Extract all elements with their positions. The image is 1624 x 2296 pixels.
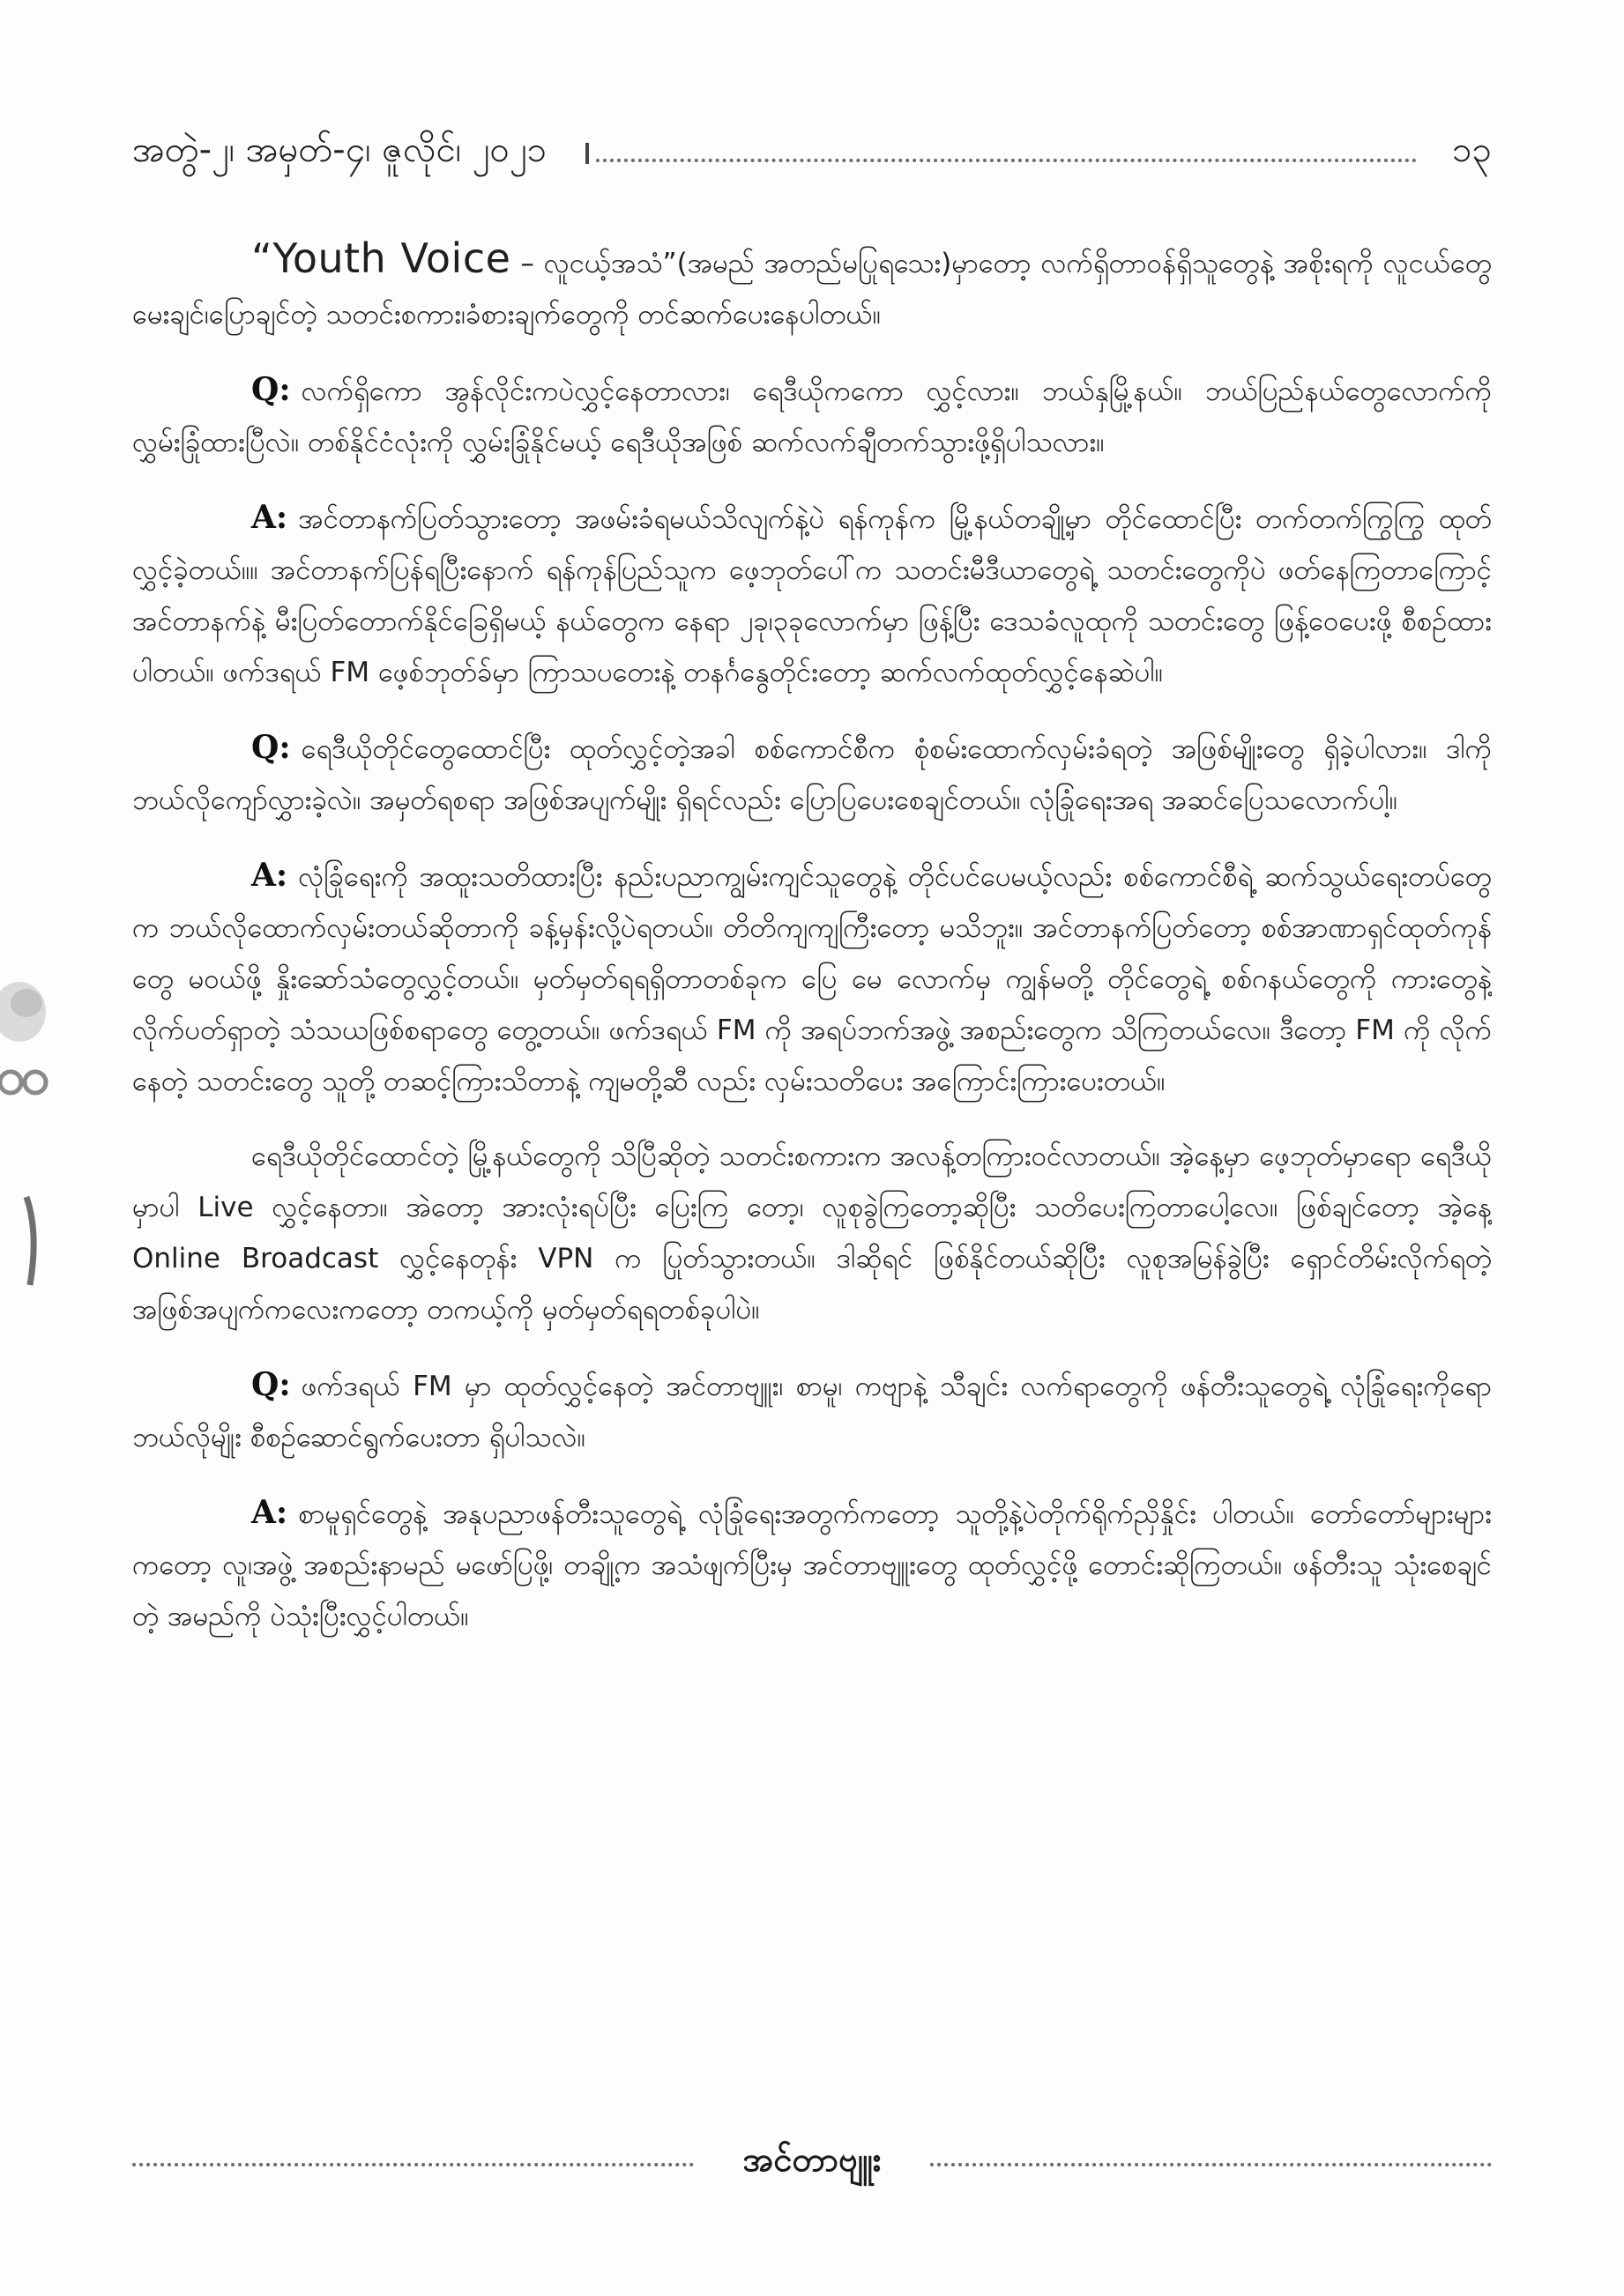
- question-text: ဖက်ဒရယ် FM မှာ ထုတ်လွှင့်နေတဲ့ အင်တာဗျူး၊ စာမူ၊ ကဗျာနဲ့ သီချင်း လက်ရာတွေကို ဖန်တီးသူတွေရဲ့ လုံခြုံရေးကိုရော ဘယ်လိုမျိုး စီစဉ်ဆောင်ရွက်ပေးတာ ရှိပါသလဲ။: [132, 1371, 1492, 1453]
- answer-continued-paragraph: [132, 1131, 1492, 1335]
- question-label: Q:: [251, 371, 291, 408]
- question-text: ရေဒီယိုတိုင်တွေထောင်ပြီး ထုတ်လွှင့်တဲ့အခါ စစ်ကောင်စီက စုံစမ်းထောက်လှမ်းခံရတဲ့ အဖြစ်မျိုးတွေ ရှိခဲ့ပါလား။ ဒါကို ဘယ်လိုကျော်လွှားခဲ့လဲ။ အမှတ်ရစရာ အဖြစ်အပျက်မျိုး ရှိရင်လည်း ပြောပြပေးစေချင်တယ်။ လုံခြုံရေးအရ အဆင်ပြေသလောက်ပါ့။: [132, 733, 1492, 816]
- answer-label: A:: [251, 1494, 288, 1531]
- intro-text: – လူငယ့်အသံ”(အမည် အတည်မပြုရသေး)မှာတော့ လက်ရှိတာဝန်ရှိသူတွေနဲ့ အစိုးရကို လူငယ်တွေ မေးချင်၊ပြောချင်တဲ့ သတင်းစကား၊ခံစားချက်တွေကို တင်ဆက်ပေးနေပါတယ်။: [132, 248, 1492, 331]
- question-text: လက်ရှိကော အွန်လိုင်းကပဲလွှင့်နေတာလား၊ ရေဒီယိုကကော လွှင့်လား။ ဘယ်နှမြို့နယ်။ ဘယ်ပြည်နယ်တွေလောက်ကို လွှမ်းခြုံထားပြီလဲ။ တစ်နိုင်ငံလုံးကို လွှမ်းခြုံနိုင်မယ့် ရေဒီယိုအဖြစ် ဆက်လက်ချီတက်သွားဖို့ရှိပါသလား။: [132, 375, 1492, 458]
- header-tick-mark: [585, 143, 589, 164]
- answer-continued-text: ရေဒီယိုတိုင်ထောင်တဲ့ မြို့နယ်တွေကို သိပြီဆိုတဲ့ သတင်းစကားက အလန့်တကြားဝင်လာတယ်။ အဲ့နေ့မှာ ဖေ့ဘုတ်မှာရော ရေဒီယိုမှာပါ Live လွှင့်နေတာ။ အဲတော့ အားလုံးရပ်ပြီး ပြေးကြ တော့၊ လူစုခွဲကြတော့ဆိုပြီး သတိပေးကြတာပေါ့လေ။ ဖြစ်ချင်တော့ အဲ့နေ့ Online Broadcast လွှင့်နေတုန်း VPN က ပြုတ်သွားတယ်။ ဒါဆိုရင် ဖြစ်နိုင်တယ်ဆိုပြီး လူစုအမြန်ခွဲပြီး ရှောင်တိမ်းလိုက်ရတဲ့ အဖြစ်အပျက်ကလေးကတော့ တကယ့်ကို မှတ်မှတ်ရရတစ်ခုပါပဲ။: [132, 1141, 1492, 1326]
- footer-dotted-leader-right: [930, 2163, 1492, 2166]
- question-label: Q:: [251, 729, 291, 766]
- answer-paragraph: [132, 492, 1492, 698]
- answer-paragraph: [132, 850, 1492, 1107]
- answer-paragraph: [132, 1487, 1492, 1642]
- issue-info: အတွဲ-၂၊ အမှတ်-၄၊ ဇူလိုင်၊ ၂၀၂၁: [132, 130, 548, 170]
- page-number: ၁၃: [1452, 130, 1492, 170]
- footer-dotted-leader-left: [132, 2163, 694, 2166]
- intro-lead: “Youth Voice: [251, 234, 511, 282]
- intro-paragraph: [132, 233, 1492, 340]
- question-paragraph: [132, 364, 1492, 468]
- answer-text: အင်တာနက်ပြတ်သွားတော့ အဖမ်းခံရမယ်သိလျက်နဲ့ပဲ ရန်ကုန်က မြို့နယ်တချို့မှာ တိုင်ထောင်ပြီး တက်တက်ကြွကြွ ထုတ်လွှင့်ခဲ့တယ်။။ အင်တာနက်ပြန်ရပြီးနောက် ရန်ကုန်ပြည်သူက ဖေ့ဘုတ်ပေါ်က သတင်းမီဒီယာတွေရဲ့ သတင်းတွေကိုပဲ ဖတ်နေကြတာကြောင့် အင်တာနက်နဲ့ မီးပြတ်တောက်နိုင်ခြေရှိမယ့် နယ်တွေက နေရာ ၂ခု၊၃ခုလောက်မှာ ဖြန့်ပြီး ဒေသခံလူထုကို သတင်းတွေ ဖြန့်ဝေပေးဖို့ စီစဉ်ထားပါတယ်။ ဖက်ဒရယ် FM ဖေ့စ်ဘုတ်ခ်မှာ ကြာသပတေးနဲ့ တနင်္ဂနွေတိုင်းတော့ ဆက်လက်ထုတ်လွှင့်နေဆဲပါ။: [132, 503, 1492, 688]
- answer-text: စာမူရှင်တွေနဲ့ အနုပညာဖန်တီးသူတွေရဲ့ လုံခြုံရေးအတွက်ကတော့ သူတို့နဲ့ပဲတိုက်ရိုက်ညှိနှိုင်း ပါတယ်။ တော်တော်များများကတော့ လူ၊အဖွဲ့ အစည်းနာမည် မဖော်ပြဖို့၊ တချို့က အသံဖျက်ပြီးမှ အင်တာဗျူးတွေ ထုတ်လွှင့်ဖို့ တောင်းဆိုကြတယ်။ ဖန်တီးသူ သုံးစေချင်တဲ့ အမည်ကို ပဲသုံးပြီးလွှင့်ပါတယ်။: [132, 1498, 1492, 1632]
- page-footer: [132, 2131, 1492, 2188]
- question-paragraph: [132, 722, 1492, 826]
- answer-label: A:: [251, 857, 288, 894]
- answer-label: A:: [251, 499, 288, 536]
- page-header: [132, 122, 1492, 178]
- header-dotted-leader: [596, 159, 1417, 162]
- question-label: Q:: [251, 1366, 291, 1403]
- page-edge-artifact: [0, 977, 62, 1294]
- question-paragraph: [132, 1359, 1492, 1463]
- answer-text: လုံခြုံရေးကို အထူးသတိထားပြီး နည်းပညာကျွမ်းကျင်သူတွေနဲ့ တိုင်ပင်ပေမယ့်လည်း စစ်ကောင်စီရဲ့ ဆက်သွယ်ရေးတပ်တွေက ဘယ်လိုထောက်လှမ်းတယ်ဆိုတာကို ခန့်မှန်းလို့ပဲရတယ်။ တိတိကျကျကြီးတော့ မသိဘူး။ အင်တာနက်ပြတ်တော့ စစ်အာဏာရှင်ထုတ်ကုန်တွေ မဝယ်ဖို့ နှိုးဆော်သံတွေလွှင့်တယ်။ မှတ်မှတ်ရရရှိတာတစ်ခုက ပြေ မေ လောက်မှ ကျွန်မတို့ တိုင်တွေရဲ့ စစ်ဂနယ်တွေကို ကားတွေနဲ့ လိုက်ပတ်ရှာတဲ့ သံသယဖြစ်စရာတွေ တွေ့တယ်။ ဖက်ဒရယ် FM ကို အရပ်ဘက်အဖွဲ့ အစည်းတွေက သိကြတယ်လေ။ ဒီတော့ FM ကို လိုက်နေတဲ့ သတင်းတွေ သူတို့ တဆင့်ကြားသိတာနဲ့ ကျမတို့ဆီ လည်း လှမ်းသတိပေး အကြောင်းကြားပေးတယ်။: [132, 861, 1492, 1097]
- section-title: အင်တာဗျူး: [742, 2140, 882, 2179]
- article-body: [132, 233, 1492, 2092]
